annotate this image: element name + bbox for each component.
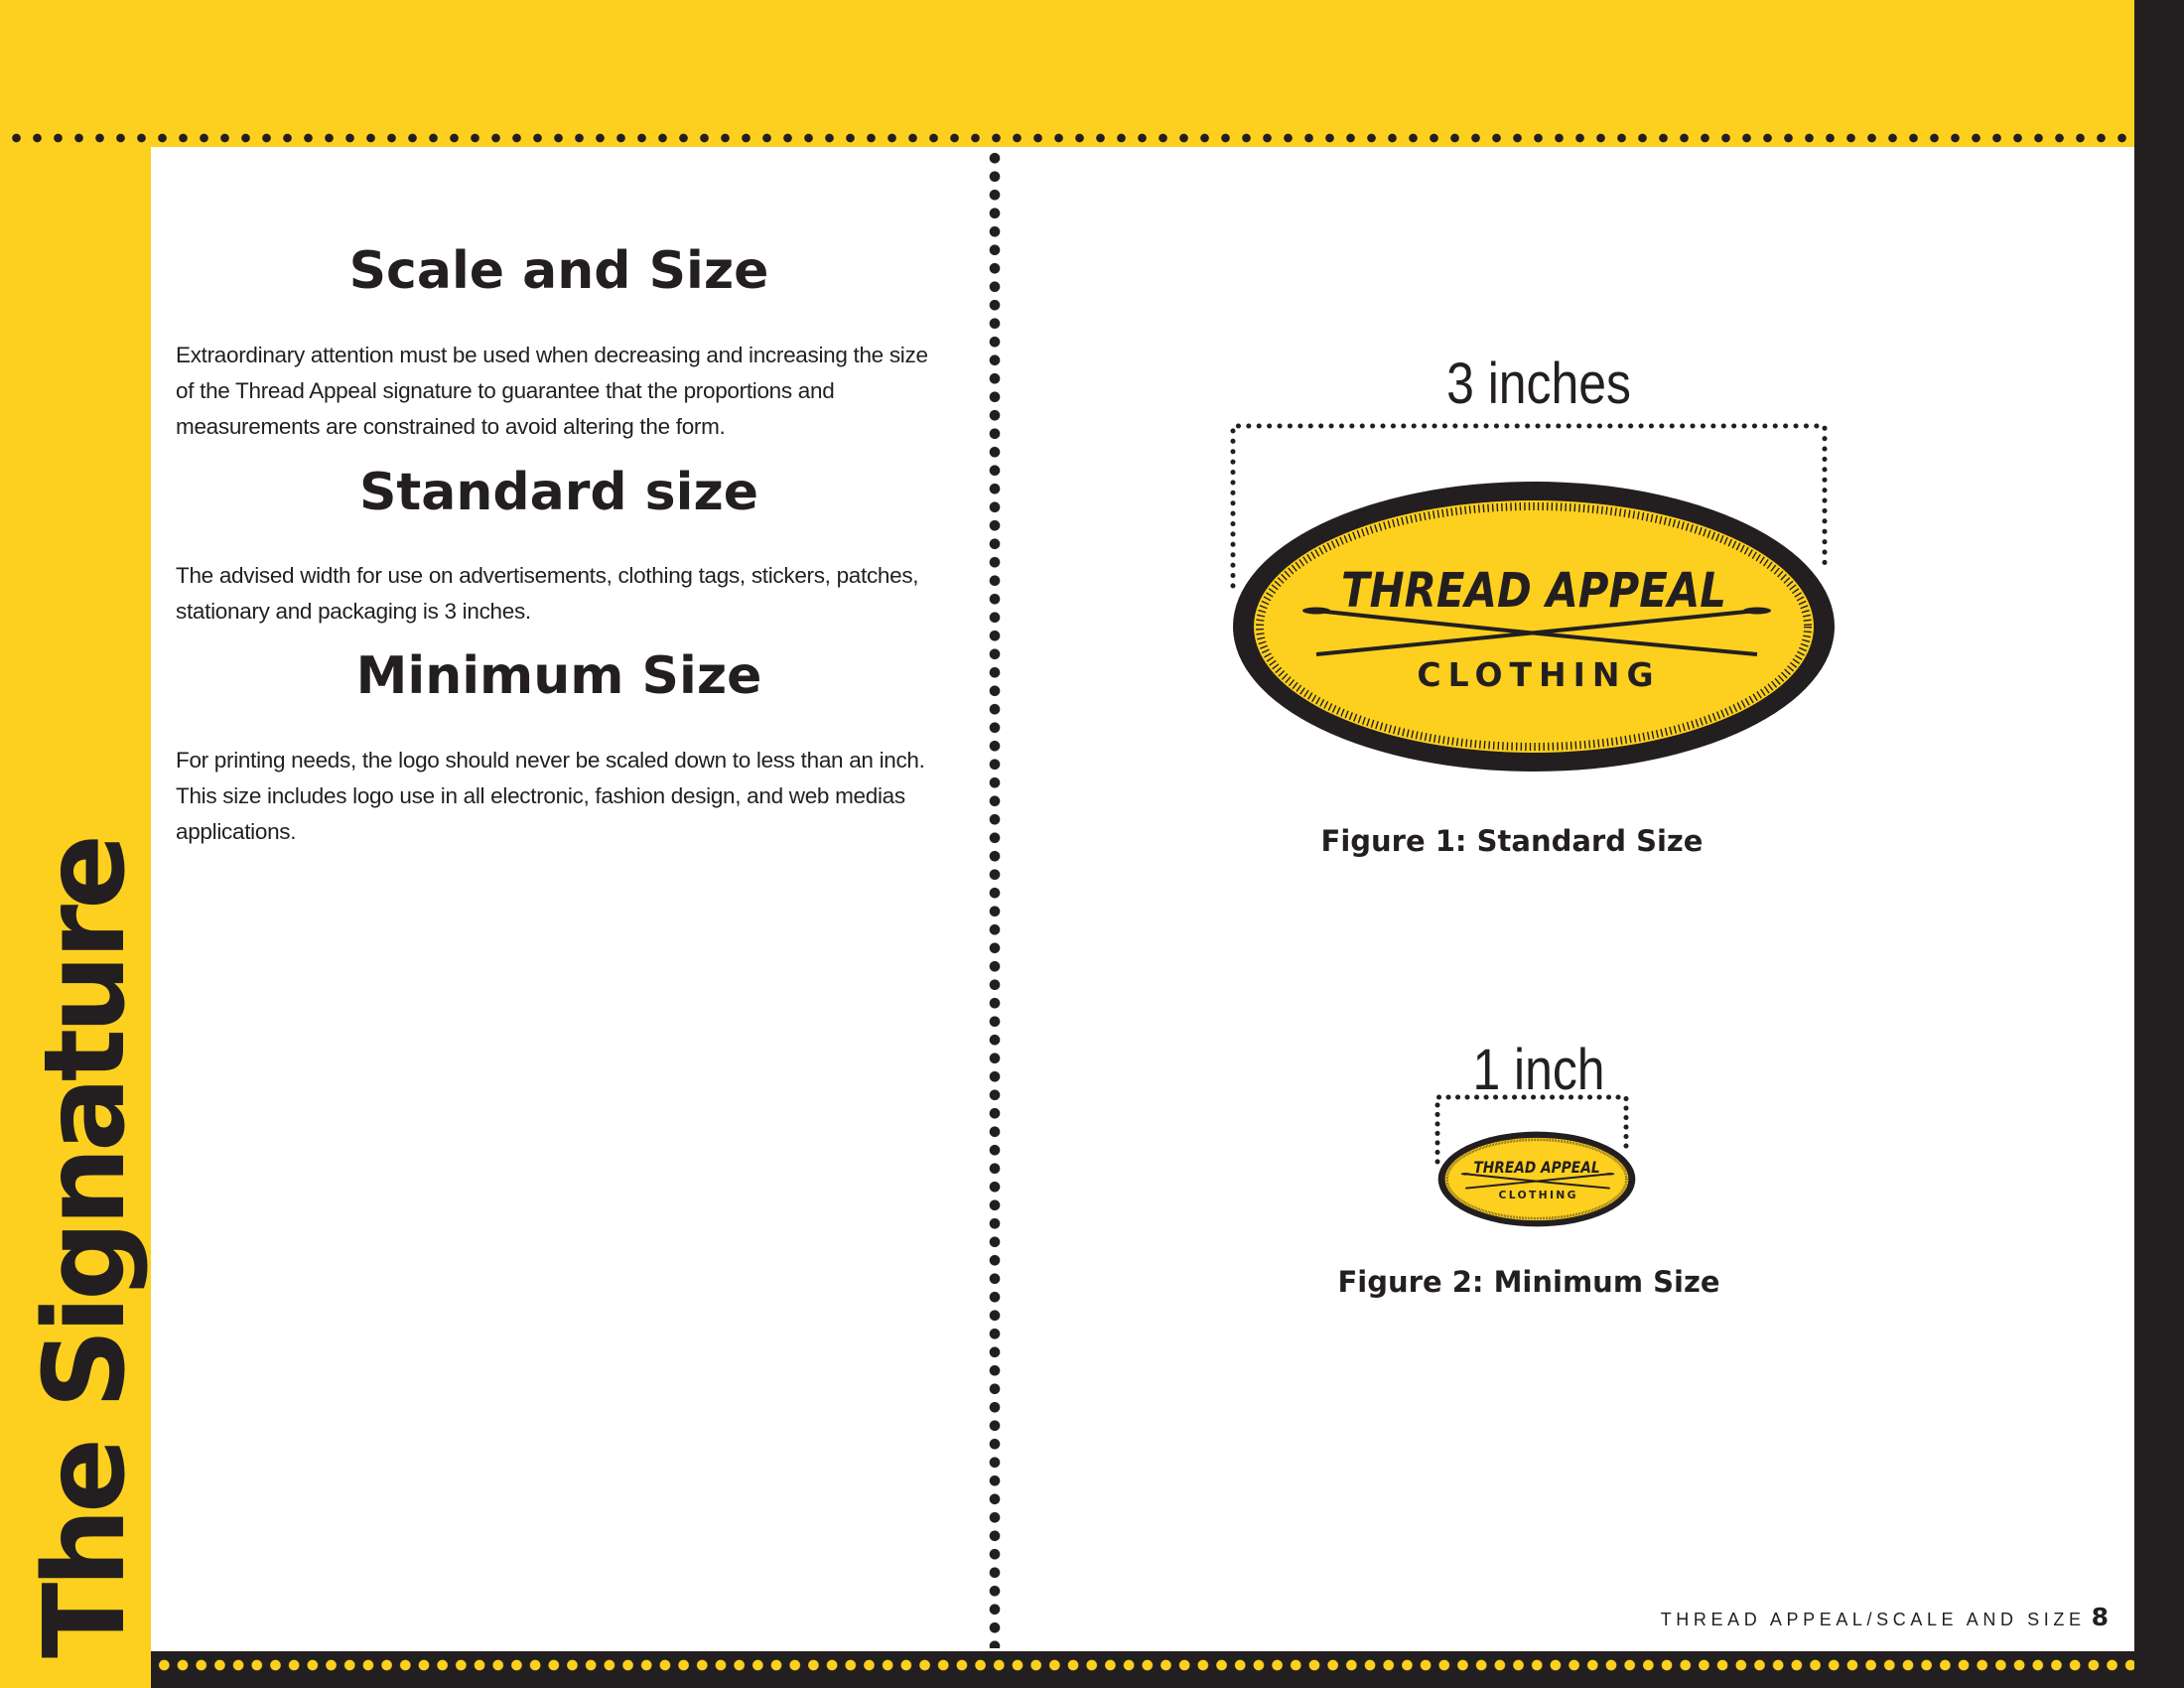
logo-subtitle-text: CLOTHING	[1417, 655, 1661, 694]
paragraph-scale-and-size: Extraordinary attention must be used when decreasing and increasing the size of the Thread Appeal signature to guarantee that the proportions and measurements are constrained to avoid altering the form.	[176, 343, 928, 439]
heading-standard-size: Standard size	[358, 463, 758, 522]
paragraph-minimum-size: For printing needs, the logo should never be scaled down to less than an inch. This size includes logo use in all electronic, fashion design, and web medias applications.	[176, 748, 925, 844]
column-divider	[989, 149, 1001, 1648]
right-edge-bar	[2134, 0, 2184, 1688]
top-band	[0, 0, 2134, 147]
section-title-vertical: The Signature	[21, 838, 150, 1658]
paragraph-standard-size: The advised width for use on advertisements, clothing tags, stickers, patches, stationary and packaging is 3 inches.	[176, 563, 919, 624]
logo-standard	[1231, 480, 1837, 774]
dimension-label-1-inch: 1 inch	[1472, 1038, 1605, 1102]
logo-brand-text: THREAD APPEAL	[1341, 563, 1726, 619]
bottom-dotted-border	[151, 1659, 2134, 1671]
page-number: 8	[2091, 1603, 2109, 1631]
dimension-label-3-inches: 3 inches	[1446, 352, 1631, 416]
figure-2-caption: Figure 2: Minimum Size	[1337, 1265, 1720, 1299]
logo-brand-text-small: THREAD APPEAL	[1473, 1157, 1600, 1177]
footer-text: THREAD APPEAL/SCALE AND SIZE	[1660, 1610, 2086, 1629]
heading-scale-and-size: Scale and Size	[348, 241, 769, 301]
figure-1-caption: Figure 1: Standard Size	[1320, 824, 1704, 858]
top-dotted-border	[0, 133, 2134, 143]
logo-minimum	[1435, 1131, 1638, 1227]
page-footer	[1661, 1603, 2109, 1631]
logo-subtitle-text-small: CLOTHING	[1498, 1189, 1578, 1202]
heading-minimum-size: Minimum Size	[355, 646, 762, 706]
